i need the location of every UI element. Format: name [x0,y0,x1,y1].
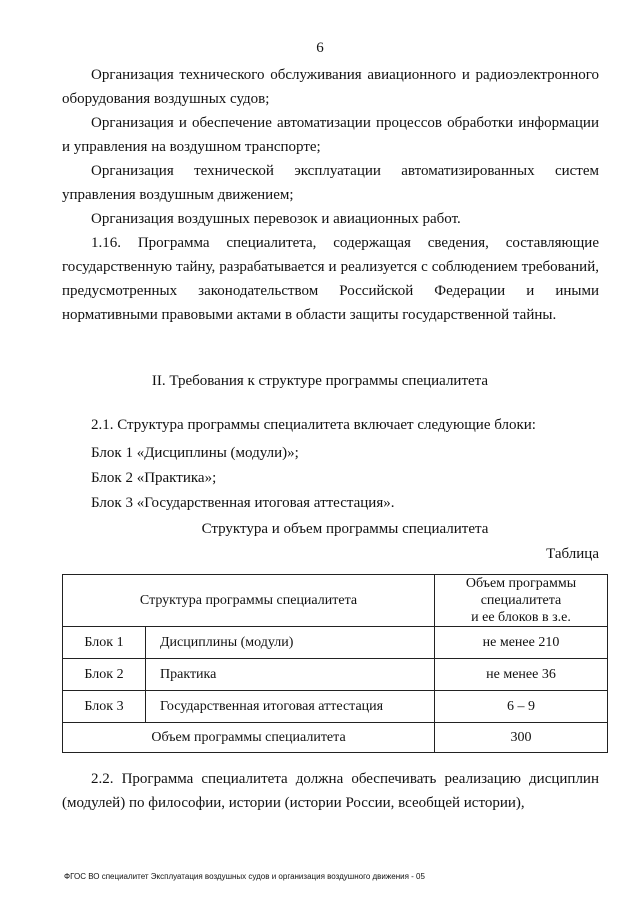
paragraph: Организация воздушных перевозок и авиационных работ. [91,211,461,227]
name-cell: Государственная итоговая аттестация [146,691,435,723]
intro-paragraphs [62,63,599,327]
name-cell: Дисциплины (модули) [146,627,435,659]
paragraph: 1.16. Программа специалитета, содержащая сведения, составляющие государственную тайну, разрабатывается и реализуется с соблюдением требований, предусмотренных законодательством Российской Федерации и иными нормативными правовыми актами в области защиты государственной тайны. [62,235,599,323]
structure-table [62,574,608,753]
page-number: 6 [316,40,324,56]
page-footer: ФГОС ВО специалитет Эксплуатация воздушных судов и организация воздушного движения - 05 [64,872,425,881]
total-label-cell: Объем программы специалитета [63,723,435,753]
block-3-line: Блок 3 «Государственная итоговая аттестация». [91,495,395,511]
paragraph: Организация и обеспечение автоматизации процессов обработки информации и управления на воздушном транспорте; [62,115,599,155]
paragraph: Организация технической эксплуатации автоматизированных систем управления воздушным движением; [62,163,599,203]
block-2-line: Блок 2 «Практика»; [91,470,217,486]
table-label: Таблица [546,546,599,562]
table-row [63,691,608,723]
section-heading: II. Требования к структуре программы специалитета [151,373,489,389]
header-volume-line: и ее блоков в з.е. [471,610,571,625]
table-row [63,627,608,659]
total-value-cell: 300 [435,723,608,753]
structure-intro-line: 2.1. Структура программы специалитета включает следующие блоки: [91,417,536,433]
name-cell: Практика [146,659,435,691]
block-cell: Блок 1 [63,627,146,659]
value-cell: не менее 36 [435,659,608,691]
table-total-row [63,723,608,753]
header-volume [435,575,608,627]
block-cell: Блок 2 [63,659,146,691]
value-cell: 6 – 9 [435,691,608,723]
block-1-line: Блок 1 «Дисциплины (модули)»; [91,445,299,461]
paragraph: Организация технического обслуживания авиационного и радиоэлектронного оборудования воздушных судов; [62,67,599,107]
table-header-row [63,575,608,627]
header-volume-line: специалитета [480,593,562,608]
block-cell: Блок 3 [63,691,146,723]
value-cell: не менее 210 [435,627,608,659]
paragraph: 2.2. Программа специалитета должна обеспечивать реализацию дисциплин (модулей) по философии, истории (истории России, всеобщей истории), [62,771,599,811]
header-volume-line: Объем программы [465,576,577,591]
table-title: Структура и объем программы специалитета [201,521,489,537]
header-structure: Структура программы специалитета [63,575,435,627]
table-row [63,659,608,691]
